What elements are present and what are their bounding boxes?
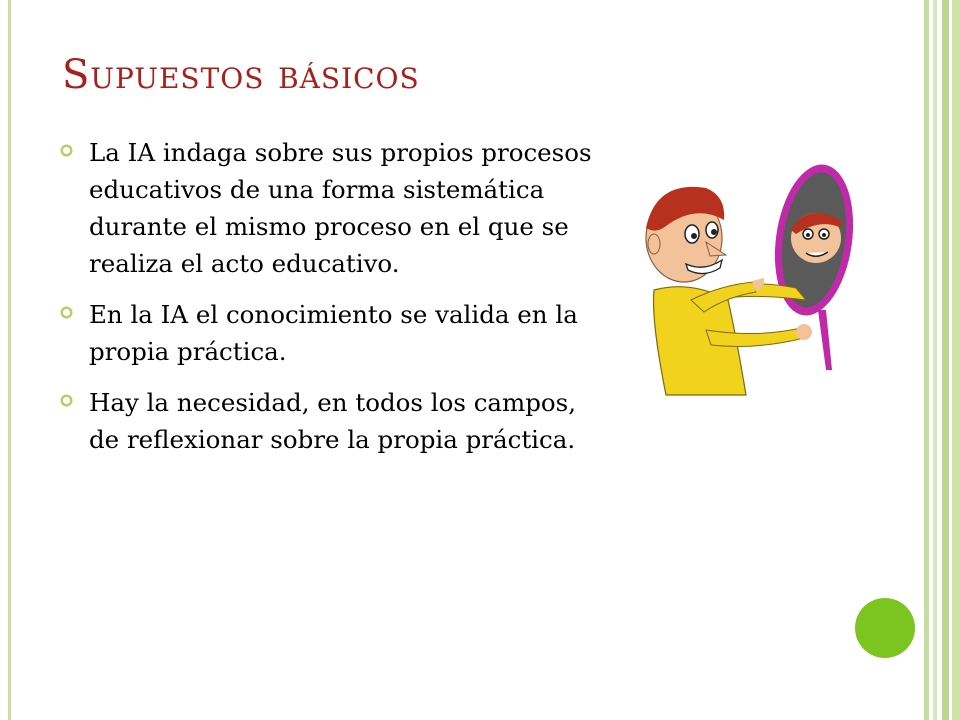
bullet-item: [60, 296, 600, 370]
bullet-text: Hay la necesidad, en todos los campos, de reflexionar sobre la propia práctica.: [89, 388, 577, 454]
right-decorative-stripes: [918, 0, 960, 720]
bullet-item: [60, 384, 600, 458]
boy-looking-in-mirror-illustration: [636, 160, 876, 400]
circle-bullet-icon: [60, 306, 73, 319]
bullet-text: La IA indaga sobre sus propios procesos educativos de una forma sistemática durante el mismo proceso en el que se realiza el acto educativo.: [89, 138, 592, 278]
left-frame-line: [8, 0, 11, 720]
circle-bullet-icon: [60, 394, 73, 407]
bullet-list: [60, 134, 600, 472]
green-decorative-dot: [855, 598, 915, 658]
bullet-text: En la IA el conocimiento se valida en la propia práctica.: [89, 300, 578, 366]
circle-bullet-icon: [60, 144, 73, 157]
bullet-item: [60, 134, 600, 282]
slide-title: Supuestos básicos: [62, 52, 420, 98]
